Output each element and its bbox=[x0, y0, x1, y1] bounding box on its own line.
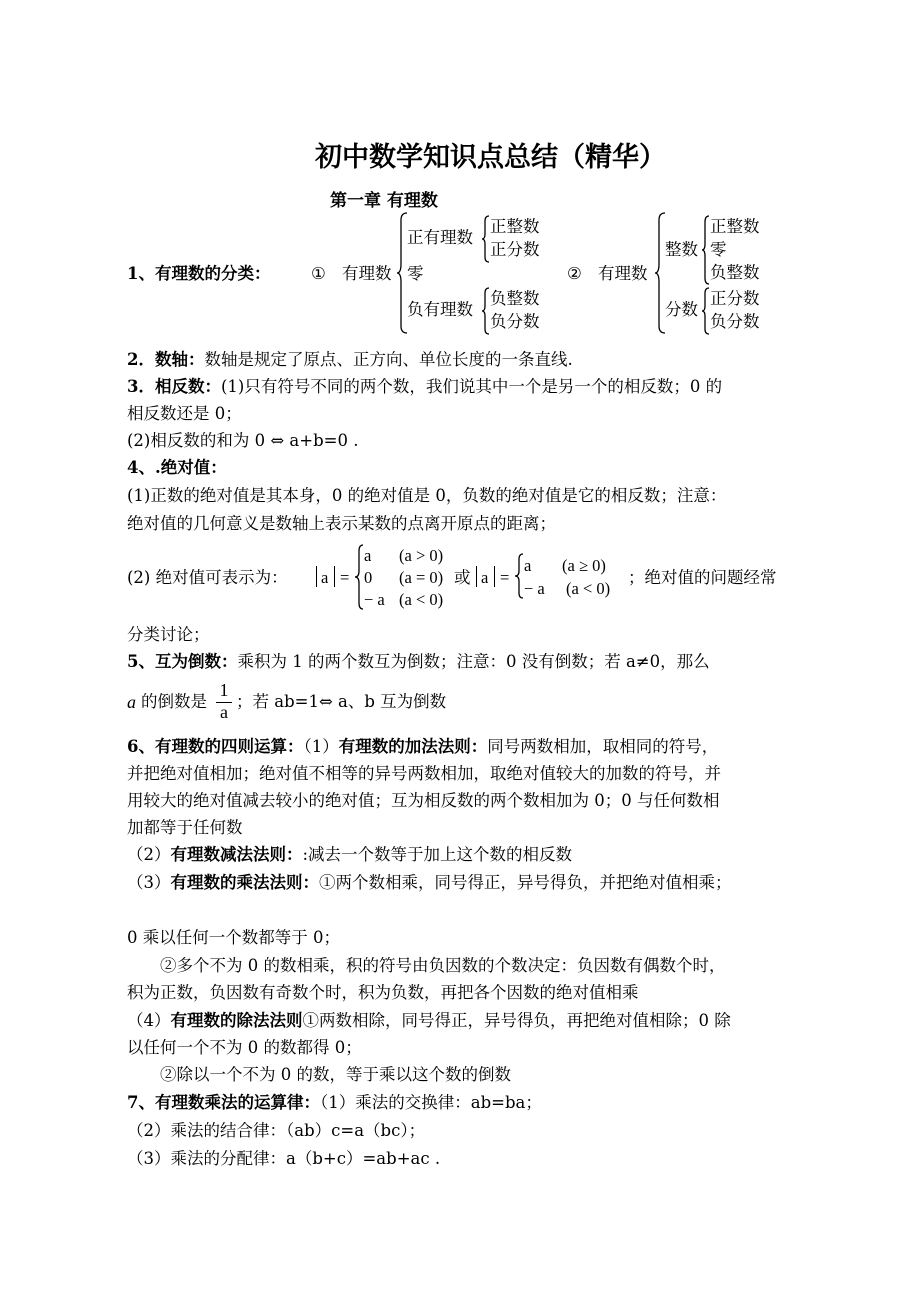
section7-line1 bbox=[127, 1093, 542, 1113]
pos-rational: 正有理数 bbox=[407, 228, 473, 247]
section6-line4: 加都等于任何数 bbox=[127, 818, 243, 837]
frac-positive: 正分数 bbox=[710, 289, 760, 308]
subtraction-rule-text: :减去一个数等于加上这个数的相反数 bbox=[302, 845, 573, 864]
abs-bar-left-2 bbox=[476, 566, 477, 587]
section5-text2a: 的倒数是 bbox=[141, 692, 207, 711]
section6-p3: （3） bbox=[127, 873, 171, 892]
section3-line2: 相反数还是 0； bbox=[127, 404, 242, 423]
case-b1-cond: (a ≥ 0) bbox=[562, 556, 606, 575]
section4-heading: 4、.绝对值： bbox=[127, 458, 227, 477]
section4-line1: (1)正数的绝对值是其本身，0 的绝对值是 0，负数的绝对值是它的相反数；注意： bbox=[127, 486, 727, 505]
section6-heading: 6、有理数的四则运算： bbox=[127, 737, 304, 756]
fraction-numerator: 1 bbox=[219, 680, 229, 700]
division-rule-text: ①两数相除，同号得正，异号得负，再把绝对值相除；0 除 bbox=[302, 1011, 731, 1030]
rational-root-2: 有理数 bbox=[598, 264, 648, 283]
int-positive: 正整数 bbox=[710, 217, 760, 236]
multiplication-rule-heading: 有理数的乘法法则： bbox=[170, 873, 319, 892]
section4-line2: 绝对值的几何意义是数轴上表示某数的点离开原点的距离； bbox=[127, 514, 556, 533]
section2 bbox=[127, 350, 573, 370]
abs-bar-left-1 bbox=[316, 566, 317, 587]
section7-heading: 7、有理数乘法的运算律： bbox=[127, 1093, 320, 1112]
fraction: 分数 bbox=[665, 300, 698, 319]
pos-fraction: 正分数 bbox=[490, 240, 540, 259]
integer: 整数 bbox=[665, 240, 698, 259]
section3-text1: (1)只有符号不同的两个数，我们说其中一个是另一个的相反数；0 的 bbox=[220, 377, 723, 396]
section6-line6 bbox=[127, 873, 732, 893]
section3-line3: (2)相反数的和为 0 ⇔ a+b=0 . bbox=[127, 431, 359, 450]
section3-line1 bbox=[127, 377, 722, 397]
brace-fraction bbox=[701, 287, 710, 335]
case1-cond: (a > 0) bbox=[399, 546, 444, 565]
case3-cond: (a < 0) bbox=[399, 590, 444, 609]
section2-text: 数轴是规定了原点、正方向、单位长度的一条直线. bbox=[204, 350, 573, 369]
abs-var-1: a bbox=[321, 568, 329, 587]
section5-heading: 5、互为倒数： bbox=[127, 652, 238, 671]
case1-value: a bbox=[364, 546, 372, 565]
section3-heading: 3．相反数： bbox=[127, 377, 221, 396]
piecewise-brace-2 bbox=[514, 553, 524, 599]
neg-fraction: 负分数 bbox=[490, 312, 540, 331]
section4-line4: 分类讨论； bbox=[127, 625, 210, 644]
section7-line2: （2）乘法的结合律：（ab）c=a（bc）； bbox=[127, 1121, 426, 1140]
section5-line1 bbox=[127, 652, 710, 672]
fraction-denominator: a bbox=[220, 702, 228, 722]
or-word: 或 bbox=[454, 568, 471, 587]
section7-line3: （3）乘法的分配律：a（b+c）=ab+ac . bbox=[127, 1149, 441, 1168]
brace-pos-rational bbox=[481, 215, 490, 263]
subtraction-rule-heading: 有理数减法法则： bbox=[170, 845, 303, 864]
section6-line3: 用较大的绝对值减去较小的绝对值；互为相反数的两个数相加为 0；0 与任何数相 bbox=[127, 791, 720, 810]
equals-1: = bbox=[340, 568, 350, 587]
section2-heading: 2．数轴： bbox=[127, 350, 205, 369]
section4-tail: ；绝对值的问题经常 bbox=[628, 568, 777, 587]
section6-line5 bbox=[127, 845, 572, 865]
addition-rule-heading: 有理数的加法法则： bbox=[338, 737, 488, 756]
brace-neg-rational bbox=[481, 287, 490, 335]
section6-line8: ②多个不为 0 的数相乘，积的符号由负因数的个数决定：负因数有偶数个时， bbox=[160, 956, 726, 975]
section6-p1: （1） bbox=[303, 737, 339, 756]
section6-p2: （2） bbox=[127, 845, 171, 864]
case3-value: − a bbox=[364, 590, 385, 609]
section6-line7: 0 乘以任何一个数都等于 0； bbox=[127, 928, 340, 947]
section1-heading: 1、有理数的分类： bbox=[127, 264, 271, 283]
int-zero: 零 bbox=[710, 240, 727, 259]
section6-line1 bbox=[127, 737, 718, 757]
addition-rule-text: 同号两数相加，取相同的符号， bbox=[487, 737, 719, 756]
abs-bar-right-2 bbox=[494, 566, 495, 587]
section6-line2: 并把绝对值相加；绝对值不相等的异号两数相加，取绝对值较大的加数的符号，并 bbox=[127, 764, 721, 783]
case2-cond: (a = 0) bbox=[399, 568, 444, 587]
neg-integer: 负整数 bbox=[490, 289, 540, 308]
brace-integer bbox=[701, 215, 710, 285]
var-a-italic: a bbox=[127, 692, 136, 712]
fraction-one-over-a bbox=[216, 680, 232, 724]
section4-formula-label: (2) 绝对值可表示为： bbox=[127, 568, 288, 587]
circled-1: ① bbox=[311, 264, 326, 283]
equals-2: = bbox=[500, 568, 510, 587]
section5-text2b: ；若 ab=1⇔ a、b 互为倒数 bbox=[236, 692, 447, 711]
section6-line11: 以任何一个不为 0 的数都得 0； bbox=[127, 1038, 362, 1057]
section6-line10 bbox=[127, 1011, 731, 1031]
frac-negative: 负分数 bbox=[710, 312, 760, 331]
section6-line12: ②除以一个不为 0 的数，等于乘以这个数的倒数 bbox=[160, 1065, 511, 1084]
abs-var-2: a bbox=[481, 568, 489, 587]
section6-line9: 积为正数，负因数有奇数个时，积为负数，再把各个因数的绝对值相乘 bbox=[127, 983, 639, 1002]
case-b1-value: a bbox=[524, 556, 532, 575]
case2-value: 0 bbox=[364, 568, 373, 587]
piecewise-brace-1 bbox=[354, 544, 364, 610]
case-b2-value: − a bbox=[524, 579, 545, 598]
section7-text1: （1）乘法的交换律：ab=ba； bbox=[319, 1093, 542, 1112]
case-b2-cond: (a < 0) bbox=[566, 579, 611, 598]
division-rule-heading: 有理数的除法法则 bbox=[170, 1011, 303, 1030]
abs-bar-right-1 bbox=[334, 566, 335, 587]
rational-root-1: 有理数 bbox=[342, 264, 392, 283]
page-title: 初中数学知识点总结（精华） bbox=[315, 142, 666, 173]
circled-2: ② bbox=[567, 264, 582, 283]
multiplication-rule-text: ①两个数相乘，同号得正，异号得负，并把绝对值相乘； bbox=[319, 873, 732, 892]
section5-text1: 乘积为 1 的两个数互为倒数；注意：0 没有倒数；若 a≠0，那么 bbox=[237, 652, 710, 671]
neg-rational: 负有理数 bbox=[407, 300, 473, 319]
zero: 零 bbox=[407, 264, 424, 283]
chapter-title: 第一章 有理数 bbox=[330, 191, 438, 211]
pos-integer: 正整数 bbox=[490, 217, 540, 236]
int-negative: 负整数 bbox=[710, 263, 760, 282]
section6-p4: （4） bbox=[127, 1011, 171, 1030]
